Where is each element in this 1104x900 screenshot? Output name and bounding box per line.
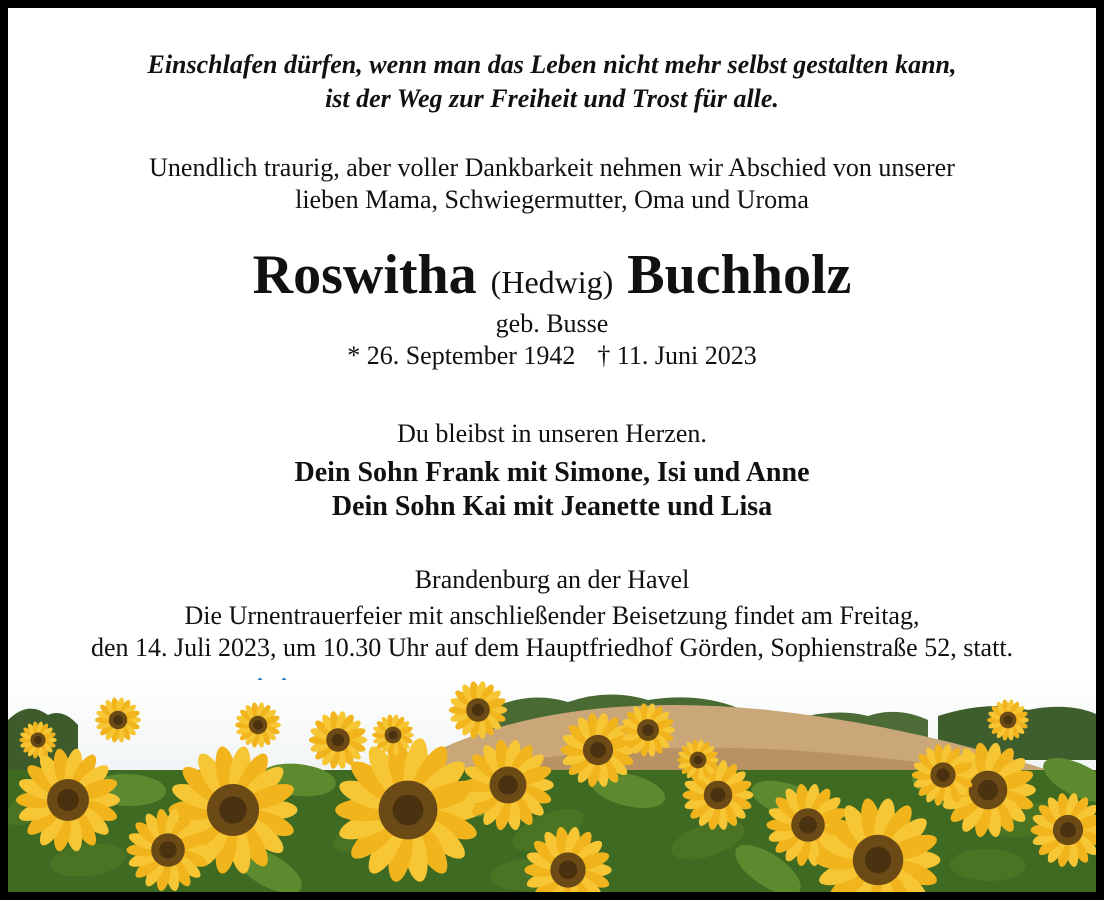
- family-signatures: [8, 456, 1096, 524]
- motto-line-1: Einschlafen dürfen, wenn man das Leben nicht mehr selbst gestalten kann,: [147, 50, 957, 79]
- sunflower-field-image: [8, 680, 1096, 892]
- sunflower-field-illustration: [8, 680, 1096, 892]
- motto: [8, 48, 1096, 116]
- service-line-1: Die Urnentrauerfeier mit anschließender Beisetzung findet am Freitag,: [184, 601, 920, 630]
- place: Brandenburg an der Havel: [414, 565, 690, 594]
- remembrance-line: Du bleibst in unseren Herzen.: [397, 419, 707, 448]
- service-line-2: den 14. Juli 2023, um 10.30 Uhr auf dem Hauptfriedhof Görden, Sophienstraße 52, statt.: [90, 633, 1014, 662]
- birth-name: geb. Busse: [495, 309, 609, 338]
- family-line-2: Dein Sohn Kai mit Jeanette und Lisa: [331, 491, 773, 522]
- life-dates: [8, 340, 1096, 372]
- birth-date: * 26. September 1942: [347, 341, 576, 370]
- service-info: [8, 600, 1096, 664]
- motto-line-2: ist der Weg zur Freiheit und Trost für alle.: [325, 84, 779, 113]
- deceased-name: [8, 240, 1096, 317]
- last-name: Buchholz: [627, 244, 852, 306]
- intro-line-2: lieben Mama, Schwiegermutter, Oma und Uroma: [295, 185, 809, 214]
- family-line-1: Dein Sohn Frank mit Simone, Isi und Anne: [294, 457, 810, 488]
- intro-text: [8, 152, 1096, 216]
- death-date: † 11. Juni 2023: [597, 341, 757, 370]
- first-name: Roswitha: [252, 244, 477, 306]
- intro-line-1: Unendlich traurig, aber voller Dankbarkeit nehmen wir Abschied von unserer: [149, 153, 955, 182]
- middle-name: (Hedwig): [490, 264, 614, 300]
